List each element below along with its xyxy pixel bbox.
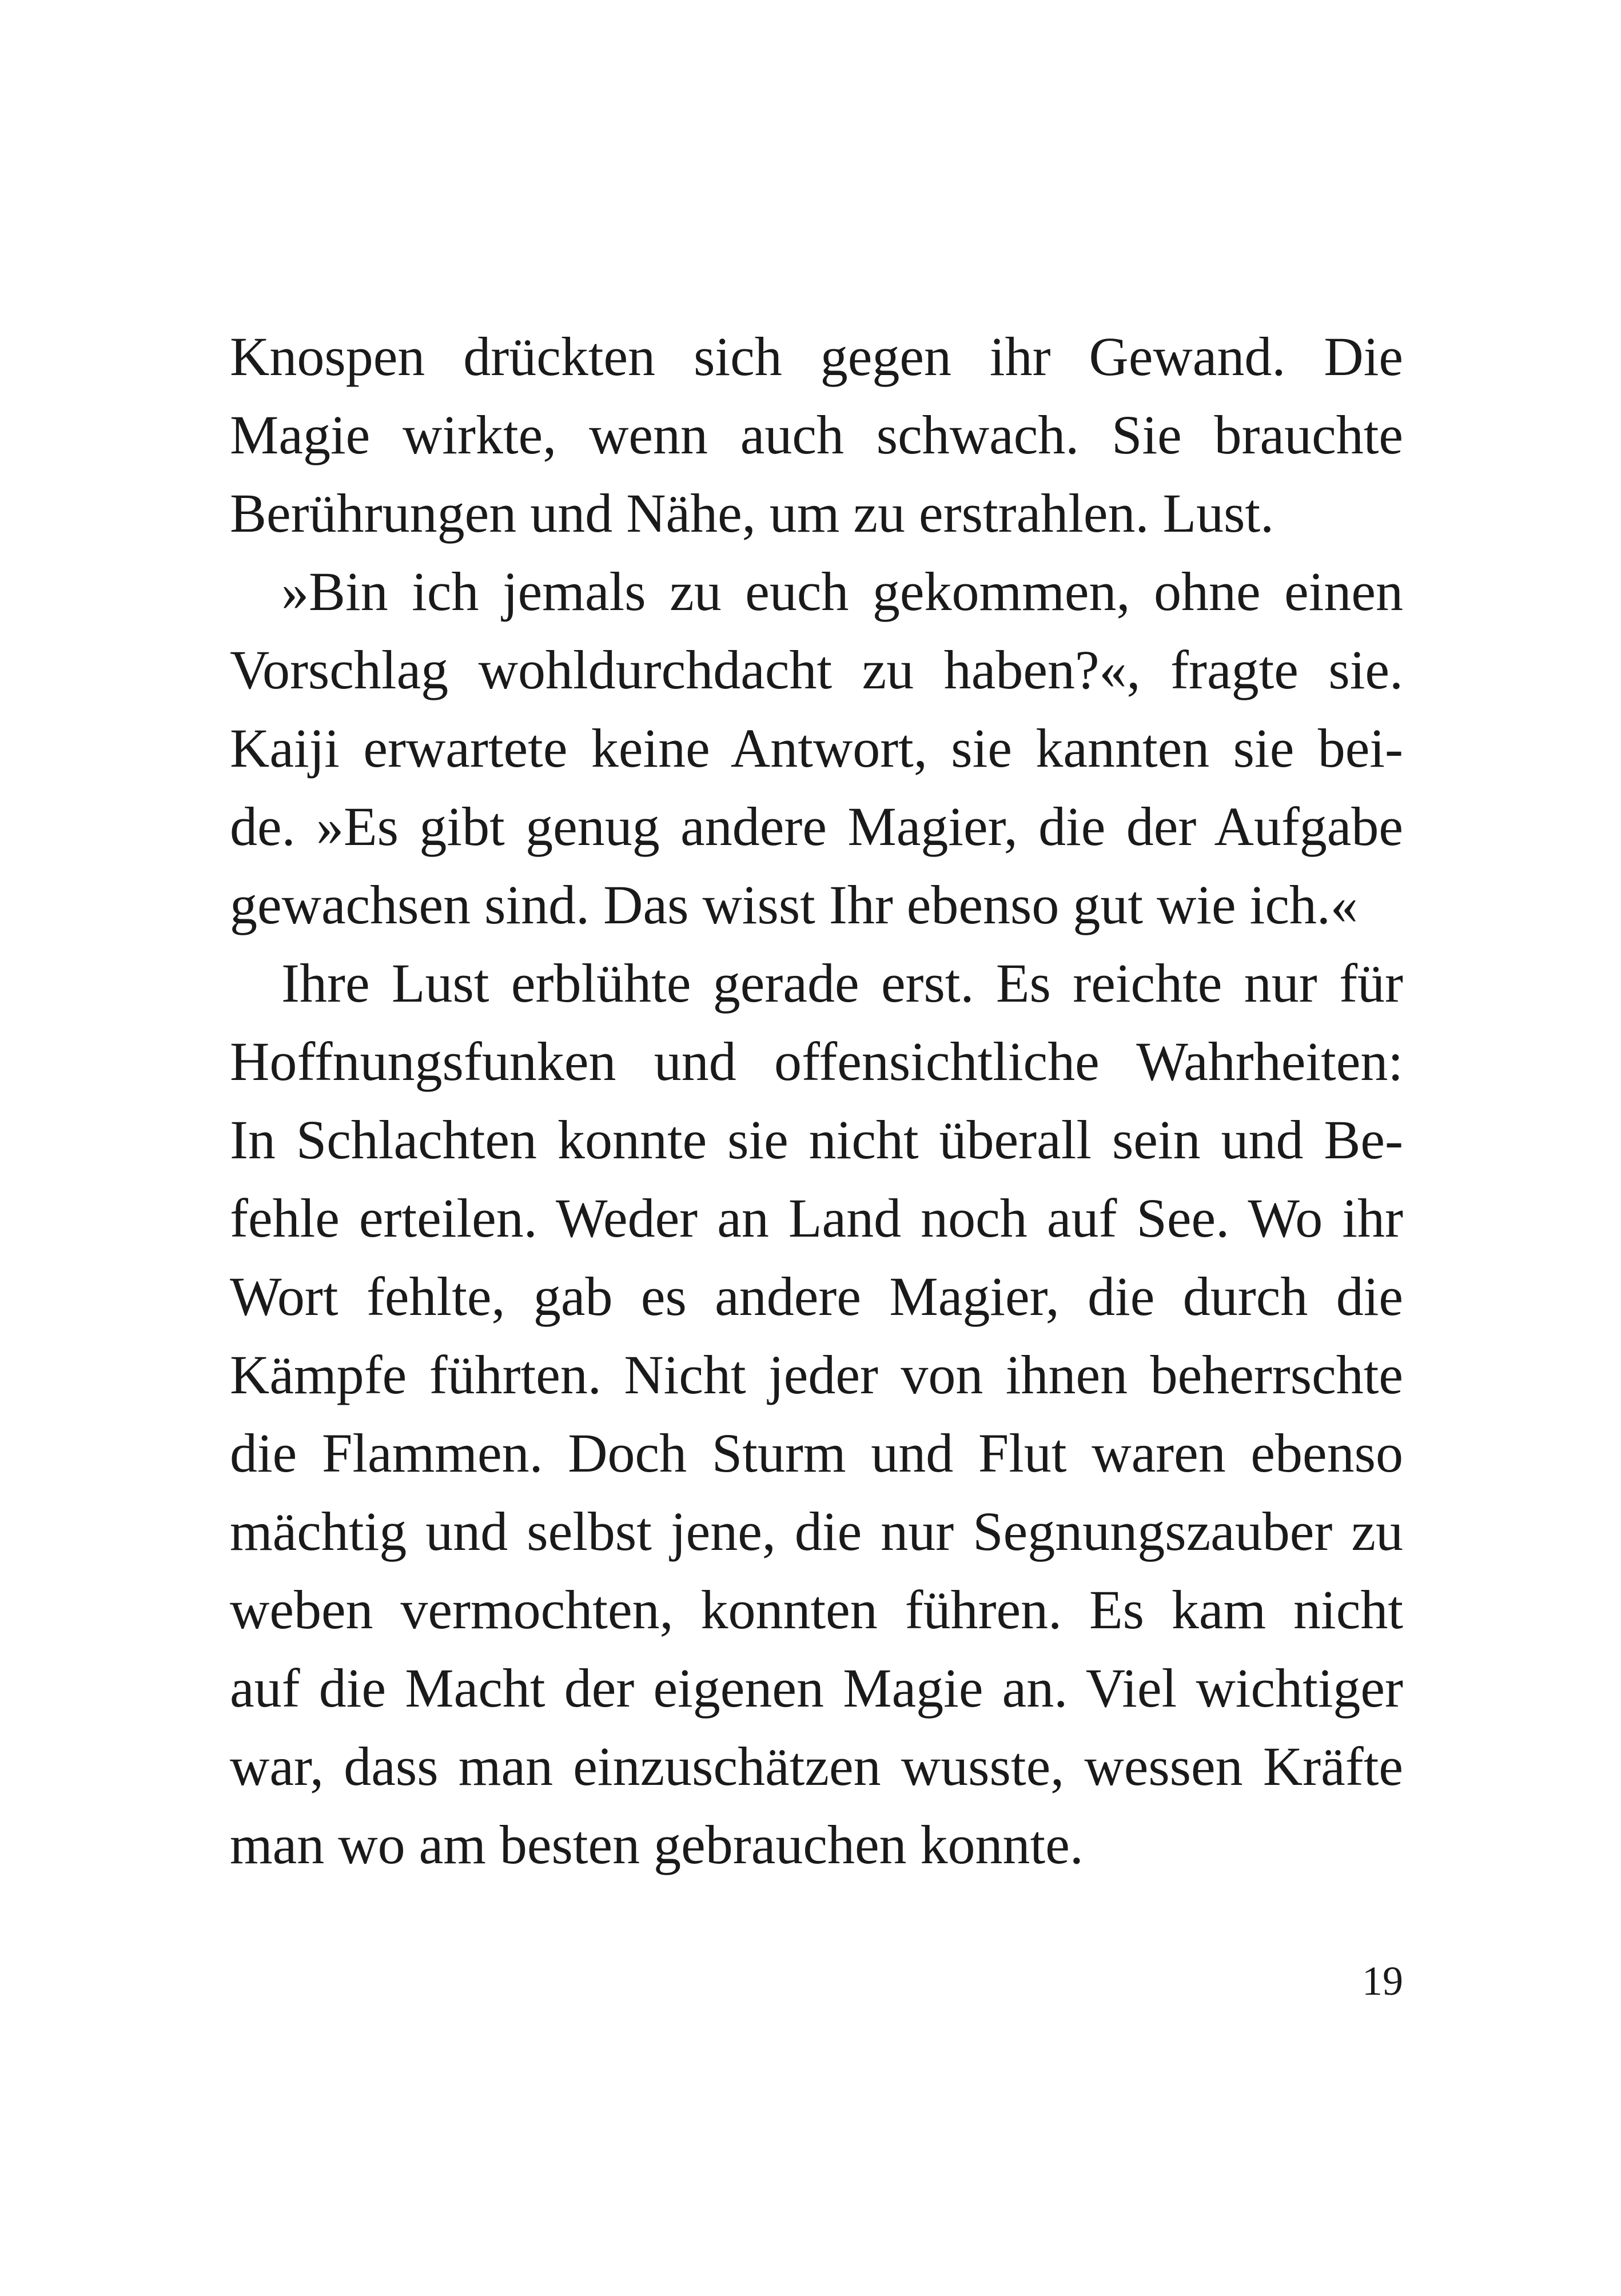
text-line: war, dass man einzuschätzen wusste, wessen Kräfte: [230, 1736, 1403, 1797]
text-line: Vorschlag wohldurchdacht zu haben?«, fragte sie.: [230, 639, 1403, 700]
text-line: Knospen drückten sich gegen ihr Gewand. Die: [230, 326, 1403, 387]
text-line: Kämpfe führten. Nicht jeder von ihnen beherrschte: [230, 1344, 1403, 1405]
text-line: Kaiji erwartete keine Antwort, sie kannten sie bei-: [230, 718, 1403, 779]
text-line: auf die Macht der eigenen Magie an. Viel wichtiger: [230, 1657, 1403, 1719]
text-line: In Schlachten konnte sie nicht überall sein und Be-: [230, 1109, 1403, 1170]
text-line: Ihre Lust erblühte gerade erst. Es reichte nur für: [281, 952, 1403, 1014]
text-line: weben vermochten, konnten führen. Es kam nicht: [230, 1579, 1403, 1640]
text-line: Wort fehlte, gab es andere Magier, die durch die: [230, 1266, 1403, 1327]
page-number: 19: [1362, 1958, 1403, 2004]
text-line: »Bin ich jemals zu euch gekommen, ohne einen: [281, 561, 1403, 622]
text-line: mächtig und selbst jene, die nur Segnungszauber zu: [230, 1501, 1403, 1562]
text-line: man wo am besten gebrauchen konnte.: [230, 1814, 1084, 1875]
text-line: gewachsen sind. Das wisst Ihr ebenso gut wie ich.«: [230, 874, 1358, 935]
text-line: Hoffnungsfunken und offensichtliche Wahrheiten:: [230, 1031, 1403, 1092]
text-line: de. »Es gibt genug andere Magier, die der Aufgabe: [230, 796, 1403, 857]
text-line: Magie wirkte, wenn auch schwach. Sie brauchte: [230, 404, 1403, 465]
text-line: fehle erteilen. Weder an Land noch auf See. Wo ihr: [230, 1187, 1403, 1249]
text-line: die Flammen. Doch Sturm und Flut waren ebenso: [230, 1422, 1403, 1484]
text-line: Berührungen und Nähe, um zu erstrahlen. Lust.: [230, 483, 1275, 544]
body-text: [230, 317, 1403, 1884]
